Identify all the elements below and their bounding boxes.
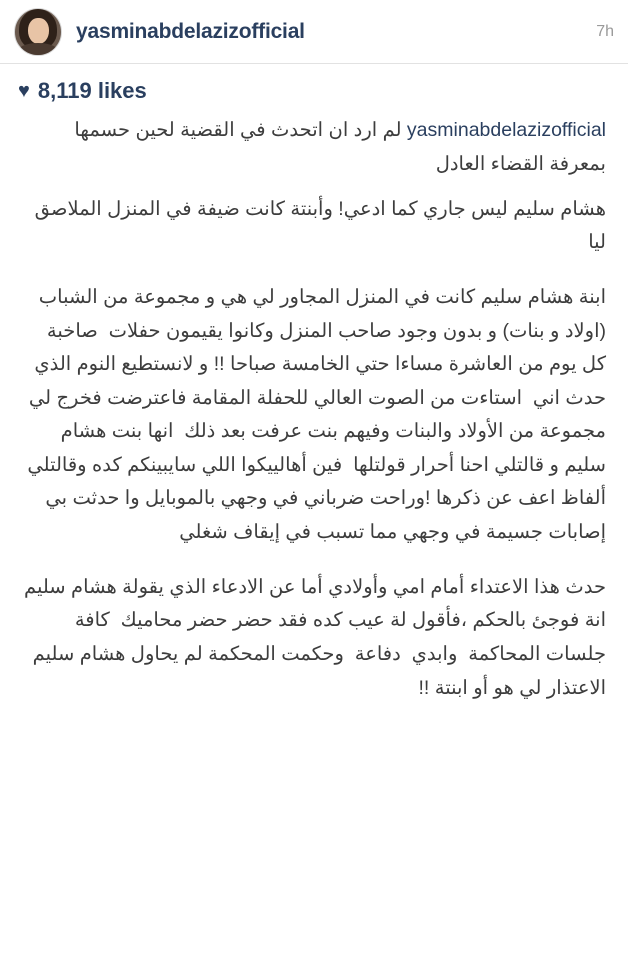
- avatar-shoulders-shape: [17, 43, 59, 56]
- caption-paragraph: ابنة هشام سليم كانت في المنزل المجاور لي هي و مجموعة من الشباب (اولاد و بنات) و بدون وجود صاحب المنزل وكانوا يقيمون حفلات صاخبة كل يوم من العاشرة مساءا حتي الخامسة صباحا !! و لانستطيع النوم الذي حدث اني استاءت من الصوت العالي للحفلة المقامة فاعترضت فخرج لي مجموعة من الأولاد والبنات وفيهم بنت عرفت بعد ذلك انها بنت هشام سليم و قالتلي احنا أحرار قولتلها فين أهالييكوا اللي سايبينكم كده وقالتلي ألفاظ اعف عن ذكرها !وراحت ضرباني في وجهي بالموبايل وا حدثت بي إصابات جسيمة في وجهي مما تسبب في إيقاف شغلي: [21, 286, 606, 543]
- caption-username-link[interactable]: yasminabdelazizofficial: [406, 119, 606, 141]
- caption-paragraph: حدث هذا الاعتداء أمام امي وأولادي أما عن الادعاء الذي يقولة هشام سليم انة فوجئ بالحكم ،فأقول لة عيب كده فقد حضر حضر محاميك كافة جلسات المحاكمة وابدي دفاعة وحكمت المحكمة لم يحاول هشام سليم الاعتذار لي هو أو ابنتة !!: [18, 575, 606, 699]
- avatar[interactable]: [14, 8, 62, 56]
- caption-spacer: [22, 181, 606, 193]
- post-caption: [0, 108, 628, 715]
- likes-row: [0, 64, 628, 108]
- post-header: [0, 0, 628, 64]
- likes-count[interactable]: 8,119 likes: [37, 78, 147, 103]
- post-timestamp: 7h: [596, 22, 614, 40]
- heart-icon[interactable]: ♥: [18, 80, 30, 102]
- caption-paragraph: هشام سليم ليس جاري كما ادعي! وأبنتة كانت ضيفة في المنزل الملاصق ليا: [29, 197, 606, 254]
- avatar-face-shape: [28, 18, 49, 44]
- post-username[interactable]: yasminabdelazizofficial: [76, 19, 305, 43]
- caption-paragraph: لم ارد ان اتحدث في القضية لحين حسمها بمعرفة القضاء العادل: [69, 119, 606, 175]
